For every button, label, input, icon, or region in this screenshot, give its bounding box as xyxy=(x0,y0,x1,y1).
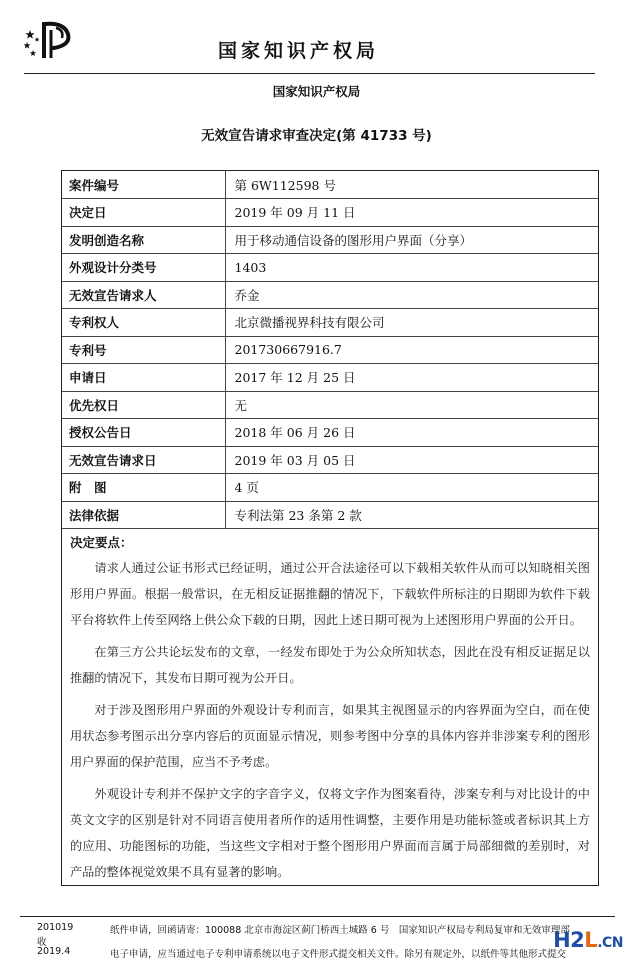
decision-frame xyxy=(61,170,599,886)
footer-line-2 xyxy=(0,946,633,958)
case-info-value: 2017 年 12 月 25 日 xyxy=(225,364,598,392)
decision-point-paragraph: 外观设计专利并不保护文字的字音字义，仅将文字作为图案看待，涉案专利与对比设计的中英文文字的区别是针对不同语言使用者所作的适用性调整，主要作用是功能标签或者标识其上方的应用、功能图标的功能，当这些文字相对于整个图形用户界面而言属于局部细微的差别时，对产品的整体视觉效果不具有显著的影响。 xyxy=(70,787,590,879)
case-info-value: 2018 年 06 月 26 日 xyxy=(225,419,598,447)
case-info-value: 北京微播视界科技有限公司 xyxy=(225,309,598,337)
case-info-label: 决定日 xyxy=(62,199,225,227)
case-info-value: 2019 年 03 月 05 日 xyxy=(225,446,598,474)
case-info-label: 无效宣告请求人 xyxy=(62,281,225,309)
decision-point-paragraph: 请求人通过公证书形式已经证明，通过公开合法途径可以下载相关软件从而可以知晓相关图形用户界面。根据一般常识，在无相反证据推翻的情况下，下载软件所标注的日期即为软件下载平台将软件上传至网络上供公众下载的日期，因此上述日期可视为上述图形用户界面的公开日。 xyxy=(70,561,590,627)
office-name-heading: 国家知识产权局 xyxy=(218,40,380,62)
case-info-table xyxy=(62,171,598,529)
case-info-label: 附 图 xyxy=(62,474,225,502)
case-info-value: 第 6W112598 号 xyxy=(225,171,598,199)
case-info-label: 优先权日 xyxy=(62,391,225,419)
issuer-name: 国家知识产权局 xyxy=(272,84,361,99)
case-info-row xyxy=(62,281,598,309)
footer-line-1b xyxy=(0,934,633,946)
decision-points-title: 决定要点： xyxy=(70,535,133,550)
footer-divider xyxy=(20,916,615,917)
decision-point-paragraph: 对于涉及图形用户界面的外观设计专利而言，如果其主视图显示的内容界面为空白，而在使用状态参考图示出分享内容后的页面显示情况，则参考图中分享的具体内容并非涉案专利的图形用户界面的保护范围，应当不予考虑。 xyxy=(70,703,590,769)
case-info-row xyxy=(62,474,598,502)
case-info-label: 外观设计分类号 xyxy=(62,254,225,282)
case-info-value: 专利法第 23 条第 2 款 xyxy=(225,501,598,529)
footer-mail-text: 纸件申请，回函请寄：100088 北京市海淀区蓟门桥西土城路 6 号 国家知识产权局专利局复审和无效审理部 xyxy=(110,925,570,936)
case-info-label: 案件编号 xyxy=(62,171,225,199)
case-info-value: 4 页 xyxy=(225,474,598,502)
case-info-label: 法律依据 xyxy=(62,501,225,529)
case-info-label: 授权公告日 xyxy=(62,419,225,447)
case-info-row xyxy=(62,309,598,337)
case-info-row xyxy=(62,226,598,254)
case-info-value: 201730667916.7 xyxy=(225,336,598,364)
case-info-row xyxy=(62,254,598,282)
case-info-row xyxy=(62,199,598,227)
form-code: 201019 xyxy=(37,922,74,933)
footer-electronic-text: 电子申请，应当通过电子专利申请系统以电子文件形式提交相关文件。除另有规定外，以纸件等其他形式提交 xyxy=(110,949,567,960)
case-info-label: 发明创造名称 xyxy=(62,226,225,254)
case-info-row xyxy=(62,391,598,419)
watermark-logo: H2L.CN xyxy=(553,928,623,952)
case-info-row xyxy=(62,446,598,474)
document-title: 无效宣告请求审查决定(第 41733 号) xyxy=(201,128,432,144)
case-info-label: 专利权人 xyxy=(62,309,225,337)
case-info-row xyxy=(62,171,598,199)
form-code-cont: 收 xyxy=(37,937,47,948)
form-version: 2019.4 xyxy=(37,946,71,957)
decision-point-paragraph: 在第三方公共论坛发布的文章，一经发布即处于为公众所知状态，因此在没有相反证据足以推翻的情况下，其发布日期可视为公开日。 xyxy=(70,645,590,685)
cnipa-emblem-icon xyxy=(22,18,78,62)
decision-points-section xyxy=(62,533,598,885)
case-info-label: 无效宣告请求日 xyxy=(62,446,225,474)
case-info-label: 专利号 xyxy=(62,336,225,364)
case-info-row xyxy=(62,501,598,529)
case-info-value: 1403 xyxy=(225,254,598,282)
case-info-value: 无 xyxy=(225,391,598,419)
case-info-row xyxy=(62,364,598,392)
case-info-value: 2019 年 09 月 11 日 xyxy=(225,199,598,227)
case-info-value: 乔金 xyxy=(225,281,598,309)
case-info-value: 用于移动通信设备的图形用户界面（分享） xyxy=(225,226,598,254)
header-divider xyxy=(24,73,595,74)
case-info-row xyxy=(62,336,598,364)
case-info-row xyxy=(62,419,598,447)
case-info-label: 申请日 xyxy=(62,364,225,392)
